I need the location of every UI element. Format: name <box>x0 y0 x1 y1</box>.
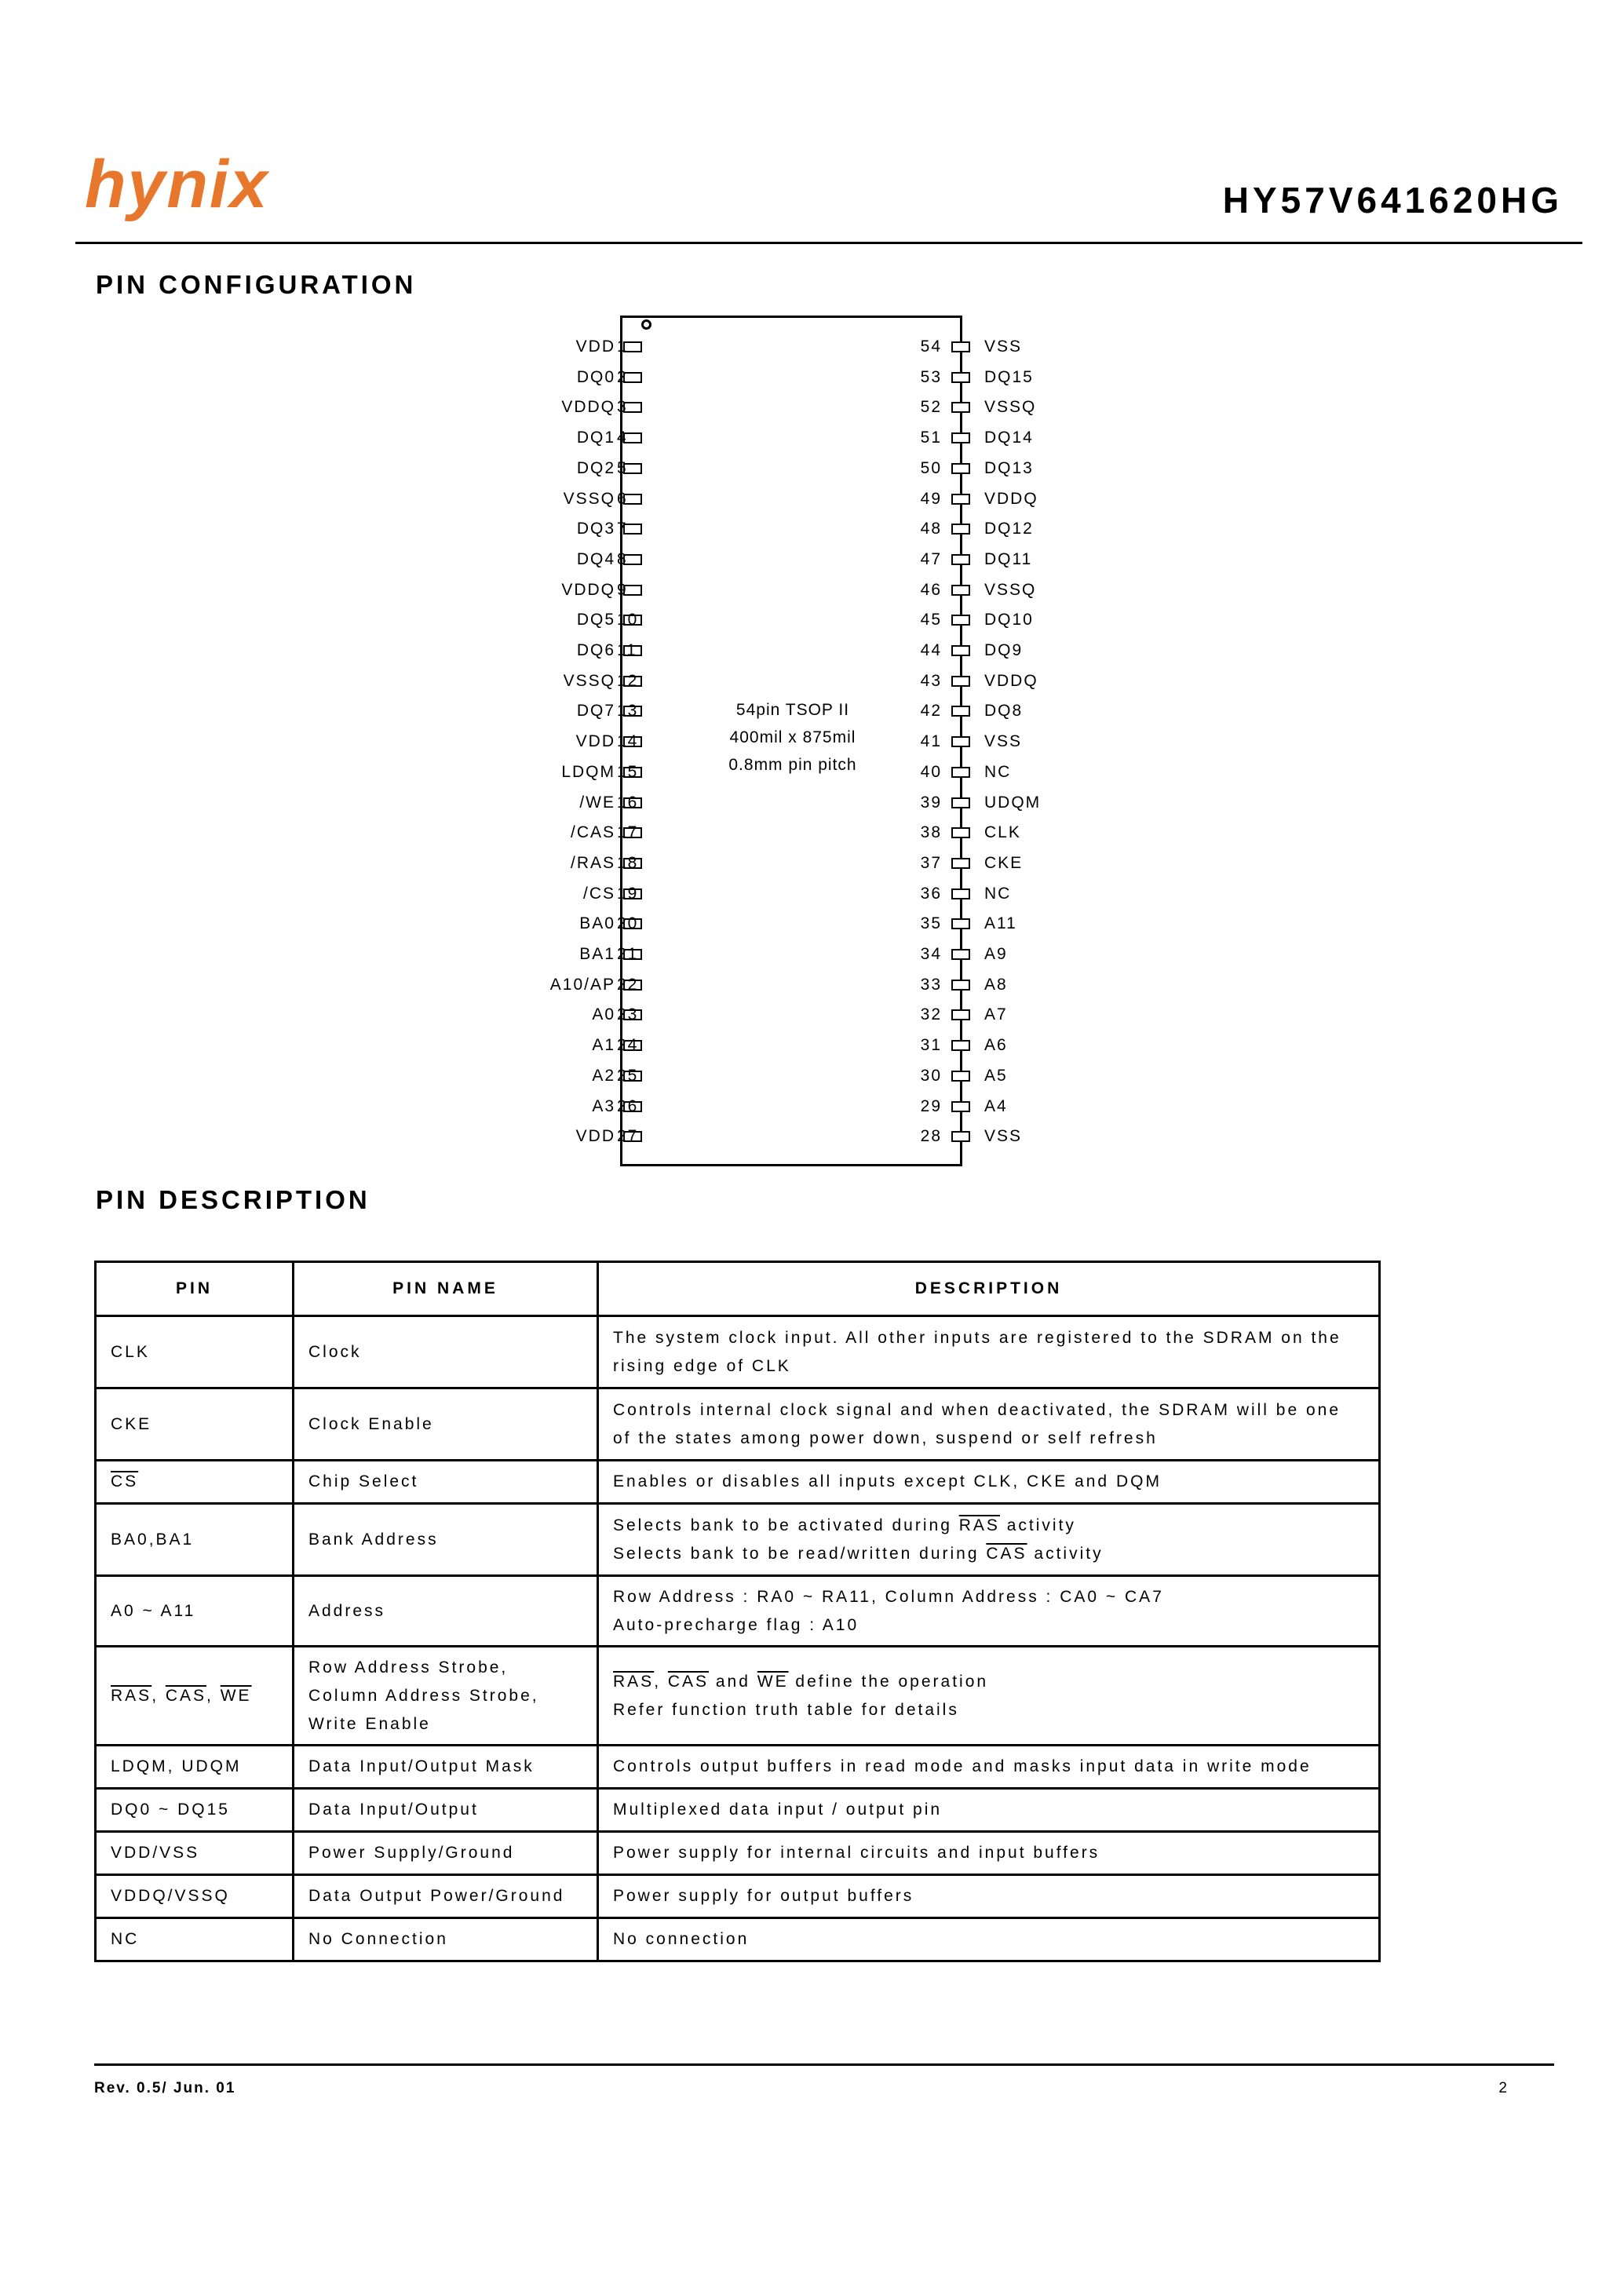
pin-number: 14 <box>617 732 639 751</box>
pin-number: 15 <box>617 762 639 781</box>
pin-number: 51 <box>920 429 942 447</box>
pin-name: VSSQ <box>563 671 615 690</box>
pin-pad-icon <box>951 615 970 626</box>
pin-name-cell: Address <box>294 1576 598 1647</box>
pin-number: 11 <box>617 641 637 659</box>
table-row <box>96 1576 1380 1647</box>
pin-number: 40 <box>920 762 942 781</box>
pin-number: 47 <box>920 549 942 568</box>
pin-number-right <box>895 639 942 662</box>
pin-name: VSSQ <box>563 489 615 508</box>
pin-name-cell: Power Supply/Ground <box>294 1832 598 1875</box>
pin-number: 1 <box>617 338 628 356</box>
header-pin-name: PIN NAME <box>294 1262 598 1316</box>
pin-name: NC <box>984 762 1012 781</box>
pin-name-cell: Chip Select <box>294 1461 598 1504</box>
pin-cell: CLK <box>96 1316 294 1388</box>
pin-row-right <box>950 426 1107 450</box>
pin-number: 38 <box>920 823 942 842</box>
description-cell: No connection <box>598 1918 1380 1961</box>
pin-row-right <box>950 882 1107 906</box>
pin-pad-icon <box>951 949 970 960</box>
pin-name: DQ8 <box>984 702 1024 721</box>
pin-number: 39 <box>920 793 942 812</box>
pin-number: 25 <box>617 1066 639 1085</box>
pin-pad-icon <box>951 918 970 929</box>
pin-row-right <box>950 639 1107 662</box>
pin-name: VDDQ <box>561 580 615 599</box>
pin-row-right <box>950 517 1107 541</box>
pin-number-right <box>895 517 942 541</box>
pin-name: VDDQ <box>561 398 615 417</box>
pin-name: A0 <box>592 1005 615 1024</box>
pin-number-right <box>895 852 942 875</box>
pin-row-right <box>950 1034 1107 1057</box>
pin-number: 16 <box>617 793 639 812</box>
pin-cell: NC <box>96 1918 294 1961</box>
description-cell: Controls output buffers in read mode and masks input data in write mode <box>598 1746 1380 1789</box>
pin-row-right <box>950 852 1107 875</box>
pin-row-right <box>950 730 1107 753</box>
pin-number: 34 <box>920 945 942 963</box>
pin-number-right <box>895 366 942 389</box>
pin-name-cell: Data Input/Output <box>294 1789 598 1832</box>
pin-row-right <box>950 912 1107 936</box>
pin-pad-icon <box>951 706 970 717</box>
pin-row-right <box>950 1095 1107 1118</box>
pin-name: VDD <box>575 1127 615 1146</box>
pin-number: 53 <box>920 367 942 386</box>
pin-number-right <box>895 943 942 966</box>
pin-number: 12 <box>617 671 639 690</box>
pin-number-right <box>895 699 942 723</box>
pin-name: DQ0 <box>576 367 615 386</box>
pin-row-right <box>950 973 1107 997</box>
pin-name: DQ15 <box>984 367 1034 386</box>
table-row <box>96 1875 1380 1918</box>
pin-name-cell: Data Input/Output Mask <box>294 1746 598 1789</box>
pin-number-left <box>617 882 664 906</box>
logo-text: hynix <box>85 154 269 222</box>
pin-number-right <box>895 882 942 906</box>
description-cell: $\overline{RAS}$, $\overline{CAS}$ and $\overline{WE}$ define the operation Refer function truth table for details <box>598 1647 1380 1746</box>
pin-pad-icon <box>951 980 970 991</box>
pin-pad-icon <box>951 432 970 443</box>
pin-number-left <box>617 517 664 541</box>
table-header-row <box>96 1262 1380 1316</box>
pin-number-left <box>617 730 664 753</box>
pin-name: VSS <box>984 732 1023 751</box>
pin-number-right <box>895 426 942 450</box>
pin-row-right <box>950 578 1107 602</box>
pin-number-right <box>895 608 942 632</box>
pin-name: NC <box>984 884 1012 903</box>
pin-number: 30 <box>920 1066 942 1085</box>
pin-cell: BA0,BA1 <box>96 1504 294 1576</box>
pin-number: 9 <box>617 580 628 599</box>
pin-name: A7 <box>984 1005 1008 1024</box>
pin-name: BA0 <box>579 914 615 933</box>
description-cell: Power supply for output buffers <box>598 1875 1380 1918</box>
pin-cell: LDQM, UDQM <box>96 1746 294 1789</box>
pin-pad-icon <box>951 1071 970 1082</box>
pin-name: A3 <box>592 1096 615 1115</box>
header-pin: PIN <box>96 1262 294 1316</box>
pin-number-left <box>617 1034 664 1057</box>
pin-number: 22 <box>617 975 639 994</box>
pin-row-right <box>950 396 1107 419</box>
pin-number: 45 <box>920 611 942 629</box>
pin-name: A9 <box>984 945 1008 963</box>
pin-name: LDQM <box>561 762 615 781</box>
pin-number: 33 <box>920 975 942 994</box>
pin-name: VDD <box>575 732 615 751</box>
pin-number-right <box>895 1064 942 1088</box>
pin-name: DQ14 <box>984 429 1034 447</box>
pin-number-left <box>617 426 664 450</box>
pin-number-left <box>617 578 664 602</box>
pin-number-left <box>617 487 664 511</box>
table-row <box>96 1316 1380 1388</box>
pin-name: DQ2 <box>576 458 615 477</box>
pin-number: 19 <box>617 884 639 903</box>
pin-number: 5 <box>617 458 628 477</box>
pin-number-left <box>617 639 664 662</box>
pin-number: 31 <box>920 1036 942 1055</box>
pin-pad-icon <box>951 402 970 413</box>
pin-cell: $\overline{CS}$ <box>96 1461 294 1504</box>
pin-pad-icon <box>951 1131 970 1142</box>
pin-name: DQ7 <box>576 702 615 721</box>
pin-pad-icon <box>951 827 970 838</box>
pin-number: 41 <box>920 732 942 751</box>
pin-number-left <box>617 1125 664 1148</box>
pin-number: 6 <box>617 489 628 508</box>
pin-pad-icon <box>951 554 970 565</box>
pin-name: /WE <box>579 793 615 812</box>
pin-number-right <box>895 973 942 997</box>
pin-number: 27 <box>617 1127 639 1146</box>
pin-name: A1 <box>592 1036 615 1055</box>
pin-number-left <box>617 791 664 815</box>
pin-name-cell: Row Address Strobe, Column Address Strobe, Write Enable <box>294 1647 598 1746</box>
package-size: 400mil x 875mil <box>729 728 856 746</box>
pin-name: BA1 <box>579 945 615 963</box>
pin-name: VSSQ <box>984 398 1037 417</box>
pin-number: 50 <box>920 458 942 477</box>
pin-number-left <box>617 335 664 359</box>
pin-name: DQ1 <box>576 429 615 447</box>
pin-name: DQ13 <box>984 458 1034 477</box>
table-row <box>96 1388 1380 1461</box>
pin-description-title: PIN DESCRIPTION <box>96 1185 370 1214</box>
pin-row-right <box>950 761 1107 784</box>
pin-number-right <box>895 457 942 480</box>
pin-row-right <box>950 366 1107 389</box>
pin-name: VDDQ <box>984 489 1038 508</box>
pin-name: /CAS <box>570 823 615 842</box>
header-description: DESCRIPTION <box>598 1262 1380 1316</box>
pin-number-right <box>895 821 942 845</box>
pin-number: 10 <box>617 611 639 629</box>
pin-name: A5 <box>984 1066 1008 1085</box>
pin-number: 20 <box>617 914 639 933</box>
package-type: 54pin TSOP II <box>735 701 850 719</box>
pin-pad-icon <box>951 645 970 656</box>
pin-row-right <box>950 791 1107 815</box>
table-row <box>96 1746 1380 1789</box>
pin-number-right <box>895 670 942 693</box>
pin-pad-icon <box>951 524 970 535</box>
table-row <box>96 1647 1380 1746</box>
pin-cell: $\overline{RAS}$, $\overline{CAS}$, $\overline{WE}$ <box>96 1647 294 1746</box>
pin-name: A2 <box>592 1066 615 1085</box>
pin-name: DQ5 <box>576 611 615 629</box>
pin-name: A6 <box>984 1036 1008 1055</box>
pin-name: A10/AP <box>549 975 615 994</box>
pin-row-right <box>950 548 1107 571</box>
pin-number-right <box>895 791 942 815</box>
pin-description-table <box>94 1261 1381 1962</box>
pin-number: 36 <box>920 884 942 903</box>
pin-number: 44 <box>920 641 942 659</box>
pin-cell: A0 ~ A11 <box>96 1576 294 1647</box>
table-row <box>96 1461 1380 1504</box>
pin-number-left <box>617 1064 664 1088</box>
pin-number: 4 <box>617 429 628 447</box>
pin-name: A8 <box>984 975 1008 994</box>
pin-number: 28 <box>920 1127 942 1146</box>
part-number: HY57V641620HG <box>1222 180 1563 221</box>
pin-number: 35 <box>920 914 942 933</box>
page-number: 2 <box>1498 2080 1507 2096</box>
table-row <box>96 1918 1380 1961</box>
pin-name-cell: Data Output Power/Ground <box>294 1875 598 1918</box>
pin-number-right <box>895 578 942 602</box>
pin-number-left <box>617 912 664 936</box>
pin-number: 2 <box>617 367 628 386</box>
pin-number: 52 <box>920 398 942 417</box>
pin-number-left <box>617 699 664 723</box>
pin-number: 17 <box>617 823 639 842</box>
pin-number-left <box>617 821 664 845</box>
pin-number-right <box>895 912 942 936</box>
pin-name-cell: No Connection <box>294 1918 598 1961</box>
pin-number-right <box>895 548 942 571</box>
pin-number: 3 <box>617 398 628 417</box>
pin-name: DQ11 <box>984 549 1033 568</box>
pin-number: 8 <box>617 549 628 568</box>
pin-number-right <box>895 1034 942 1057</box>
pin-number-right <box>895 487 942 511</box>
pin-pad-icon <box>951 372 970 383</box>
pin-number: 32 <box>920 1005 942 1024</box>
pin-number-left <box>617 761 664 784</box>
pin-number-left <box>617 366 664 389</box>
footer-divider <box>94 2063 1554 2066</box>
pin-name: DQ9 <box>984 641 1024 659</box>
pin-row-right <box>950 699 1107 723</box>
pin-name: A4 <box>984 1096 1008 1115</box>
pin-row-right <box>950 943 1107 966</box>
pin-number-right <box>895 761 942 784</box>
pin-number: 7 <box>617 520 628 538</box>
pin-name: VDD <box>575 338 615 356</box>
pin-number: 21 <box>617 945 639 963</box>
pin-name: CLK <box>984 823 1021 842</box>
package-pitch: 0.8mm pin pitch <box>728 756 857 774</box>
pin-number-left <box>617 608 664 632</box>
pin-number: 23 <box>617 1005 639 1024</box>
pin-number-left <box>617 1095 664 1118</box>
pin-name: A11 <box>984 914 1017 933</box>
table-row <box>96 1504 1380 1576</box>
pin-number: 37 <box>920 853 942 872</box>
pin-cell: DQ0 ~ DQ15 <box>96 1789 294 1832</box>
pin-number-right <box>895 1095 942 1118</box>
pin-pad-icon <box>951 676 970 687</box>
pin-number-left <box>617 670 664 693</box>
description-cell: Power supply for internal circuits and input buffers <box>598 1832 1380 1875</box>
pin-pad-icon <box>951 797 970 808</box>
pin-row-right <box>950 821 1107 845</box>
pin-pad-icon <box>951 888 970 899</box>
pin-cell: VDDQ/VSSQ <box>96 1875 294 1918</box>
pin-row-right <box>950 487 1107 511</box>
pin-pad-icon <box>951 736 970 747</box>
hynix-logo <box>85 154 312 232</box>
pin-number: 13 <box>617 702 639 721</box>
table-row <box>96 1832 1380 1875</box>
pin-number-left <box>617 396 664 419</box>
pin-number: 43 <box>920 671 942 690</box>
description-cell: Controls internal clock signal and when deactivated, the SDRAM will be one of the states among power down, suspend or self refresh <box>598 1388 1380 1461</box>
pin-name: UDQM <box>984 793 1042 812</box>
pin-pad-icon <box>951 1009 970 1020</box>
header-divider <box>75 242 1582 244</box>
pin-pad-icon <box>951 585 970 596</box>
pin-name: CKE <box>984 853 1024 872</box>
pin-pad-icon <box>951 1040 970 1051</box>
pin-number: 29 <box>920 1096 942 1115</box>
pin-number: 46 <box>920 580 942 599</box>
pin-number: 48 <box>920 520 942 538</box>
revision-label: Rev. 0.5/ Jun. 01 <box>94 2080 236 2096</box>
pin-number-right <box>895 335 942 359</box>
pin-name: VDDQ <box>984 671 1038 690</box>
pin-number: 49 <box>920 489 942 508</box>
description-cell: Row Address : RA0 ~ RA11, Column Address : CA0 ~ CA7 Auto-precharge flag : A10 <box>598 1576 1380 1647</box>
pin-pad-icon <box>951 767 970 778</box>
pin-row-right <box>950 457 1107 480</box>
table-row <box>96 1789 1380 1832</box>
description-cell: Selects bank to be activated during $\overline{RAS}$ activity Selects bank to be read/written during $\overline{CAS}$ activity <box>598 1504 1380 1576</box>
pin-row-right <box>950 335 1107 359</box>
pin-number: 26 <box>617 1096 639 1115</box>
pin-row-right <box>950 1003 1107 1027</box>
pin-name: DQ10 <box>984 611 1034 629</box>
pin-name: VSS <box>984 1127 1023 1146</box>
pin-name: DQ12 <box>984 520 1034 538</box>
pin-pad-icon <box>951 494 970 505</box>
pin-row-right <box>950 1125 1107 1148</box>
pin1-marker-icon <box>641 319 651 330</box>
pin-pad-icon <box>951 463 970 474</box>
pin-number-left <box>617 852 664 875</box>
pin-number-left <box>617 973 664 997</box>
pin-name-cell: Clock <box>294 1316 598 1388</box>
pin-number-right <box>895 730 942 753</box>
pin-number: 18 <box>617 853 639 872</box>
description-cell: Enables or disables all inputs except CLK, CKE and DQM <box>598 1461 1380 1504</box>
pin-name: DQ4 <box>576 549 615 568</box>
pin-cell: VDD/VSS <box>96 1832 294 1875</box>
pin-pad-icon <box>951 858 970 869</box>
pin-pad-icon <box>951 341 970 352</box>
pin-number-right <box>895 396 942 419</box>
description-cell: Multiplexed data input / output pin <box>598 1789 1380 1832</box>
pin-number: 42 <box>920 702 942 721</box>
pin-row-right <box>950 670 1107 693</box>
pin-name: DQ6 <box>576 641 615 659</box>
pin-row-right <box>950 608 1107 632</box>
pin-name: /RAS <box>570 853 615 872</box>
pin-name: /CS <box>582 884 615 903</box>
pin-configuration-title: PIN CONFIGURATION <box>96 270 417 299</box>
pin-number: 54 <box>920 338 942 356</box>
pin-cell: CKE <box>96 1388 294 1461</box>
pin-row-right <box>950 1064 1107 1088</box>
pin-number-left <box>617 548 664 571</box>
pin-number: 24 <box>617 1036 639 1055</box>
pin-number-right <box>895 1125 942 1148</box>
pin-number-left <box>617 457 664 480</box>
pin-name-cell: Bank Address <box>294 1504 598 1576</box>
pin-name-cell: Clock Enable <box>294 1388 598 1461</box>
pin-number-right <box>895 1003 942 1027</box>
description-cell: The system clock input. All other inputs are registered to the SDRAM on the rising edge of CLK <box>598 1316 1380 1388</box>
pin-number-left <box>617 943 664 966</box>
pin-name: VSSQ <box>984 580 1037 599</box>
pin-name: DQ3 <box>576 520 615 538</box>
pin-pad-icon <box>951 1101 970 1112</box>
pin-number-left <box>617 1003 664 1027</box>
pin-name: VSS <box>984 338 1023 356</box>
